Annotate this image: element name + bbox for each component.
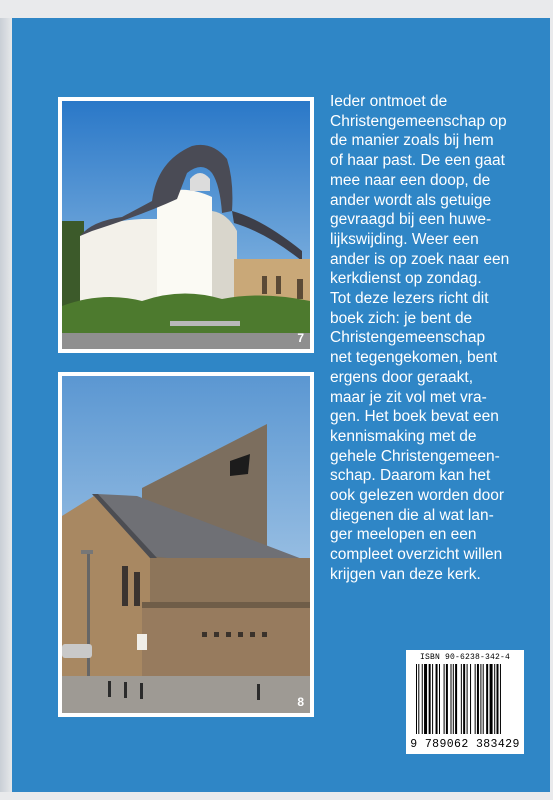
back-cover-blurb: Ieder ontmoet de Christengemeenschap op de manier zoals bij hem of haar past. De een gaat mee naar een doop, de ander wordt als getuige gevraagd bij een huwe- lijkswijding. Weer een ander is op zoek naar een kerkdienst op zondag. Tot deze lezers richt dit boek zich: je bent de Christengemeenschap net tegengekomen, bent ergens door geraakt, maar je zit vol met vra- gen. Het boek bevat een kennismaking met de gehele Christengemeen- schap. Daarom kan het ook gelezen worden door diegenen die al wat lan- ger meelopen en een compleet overzicht willen krijgen van deze kerk.	[330, 93, 510, 583]
photo-caption-number: 7	[297, 331, 304, 345]
photo-church-white	[58, 97, 314, 353]
photo-church-brick	[58, 372, 314, 717]
isbn-barcode	[406, 650, 524, 754]
church-white-illustration	[62, 101, 310, 349]
ean-digits: 9 789062 383429	[410, 738, 520, 751]
barcode-bars	[416, 664, 514, 734]
book-spine-edge	[0, 18, 12, 792]
isbn-label: ISBN 90-6238-342-4	[419, 653, 510, 662]
church-brick-illustration	[62, 376, 310, 713]
photo-caption-number: 8	[297, 695, 304, 709]
